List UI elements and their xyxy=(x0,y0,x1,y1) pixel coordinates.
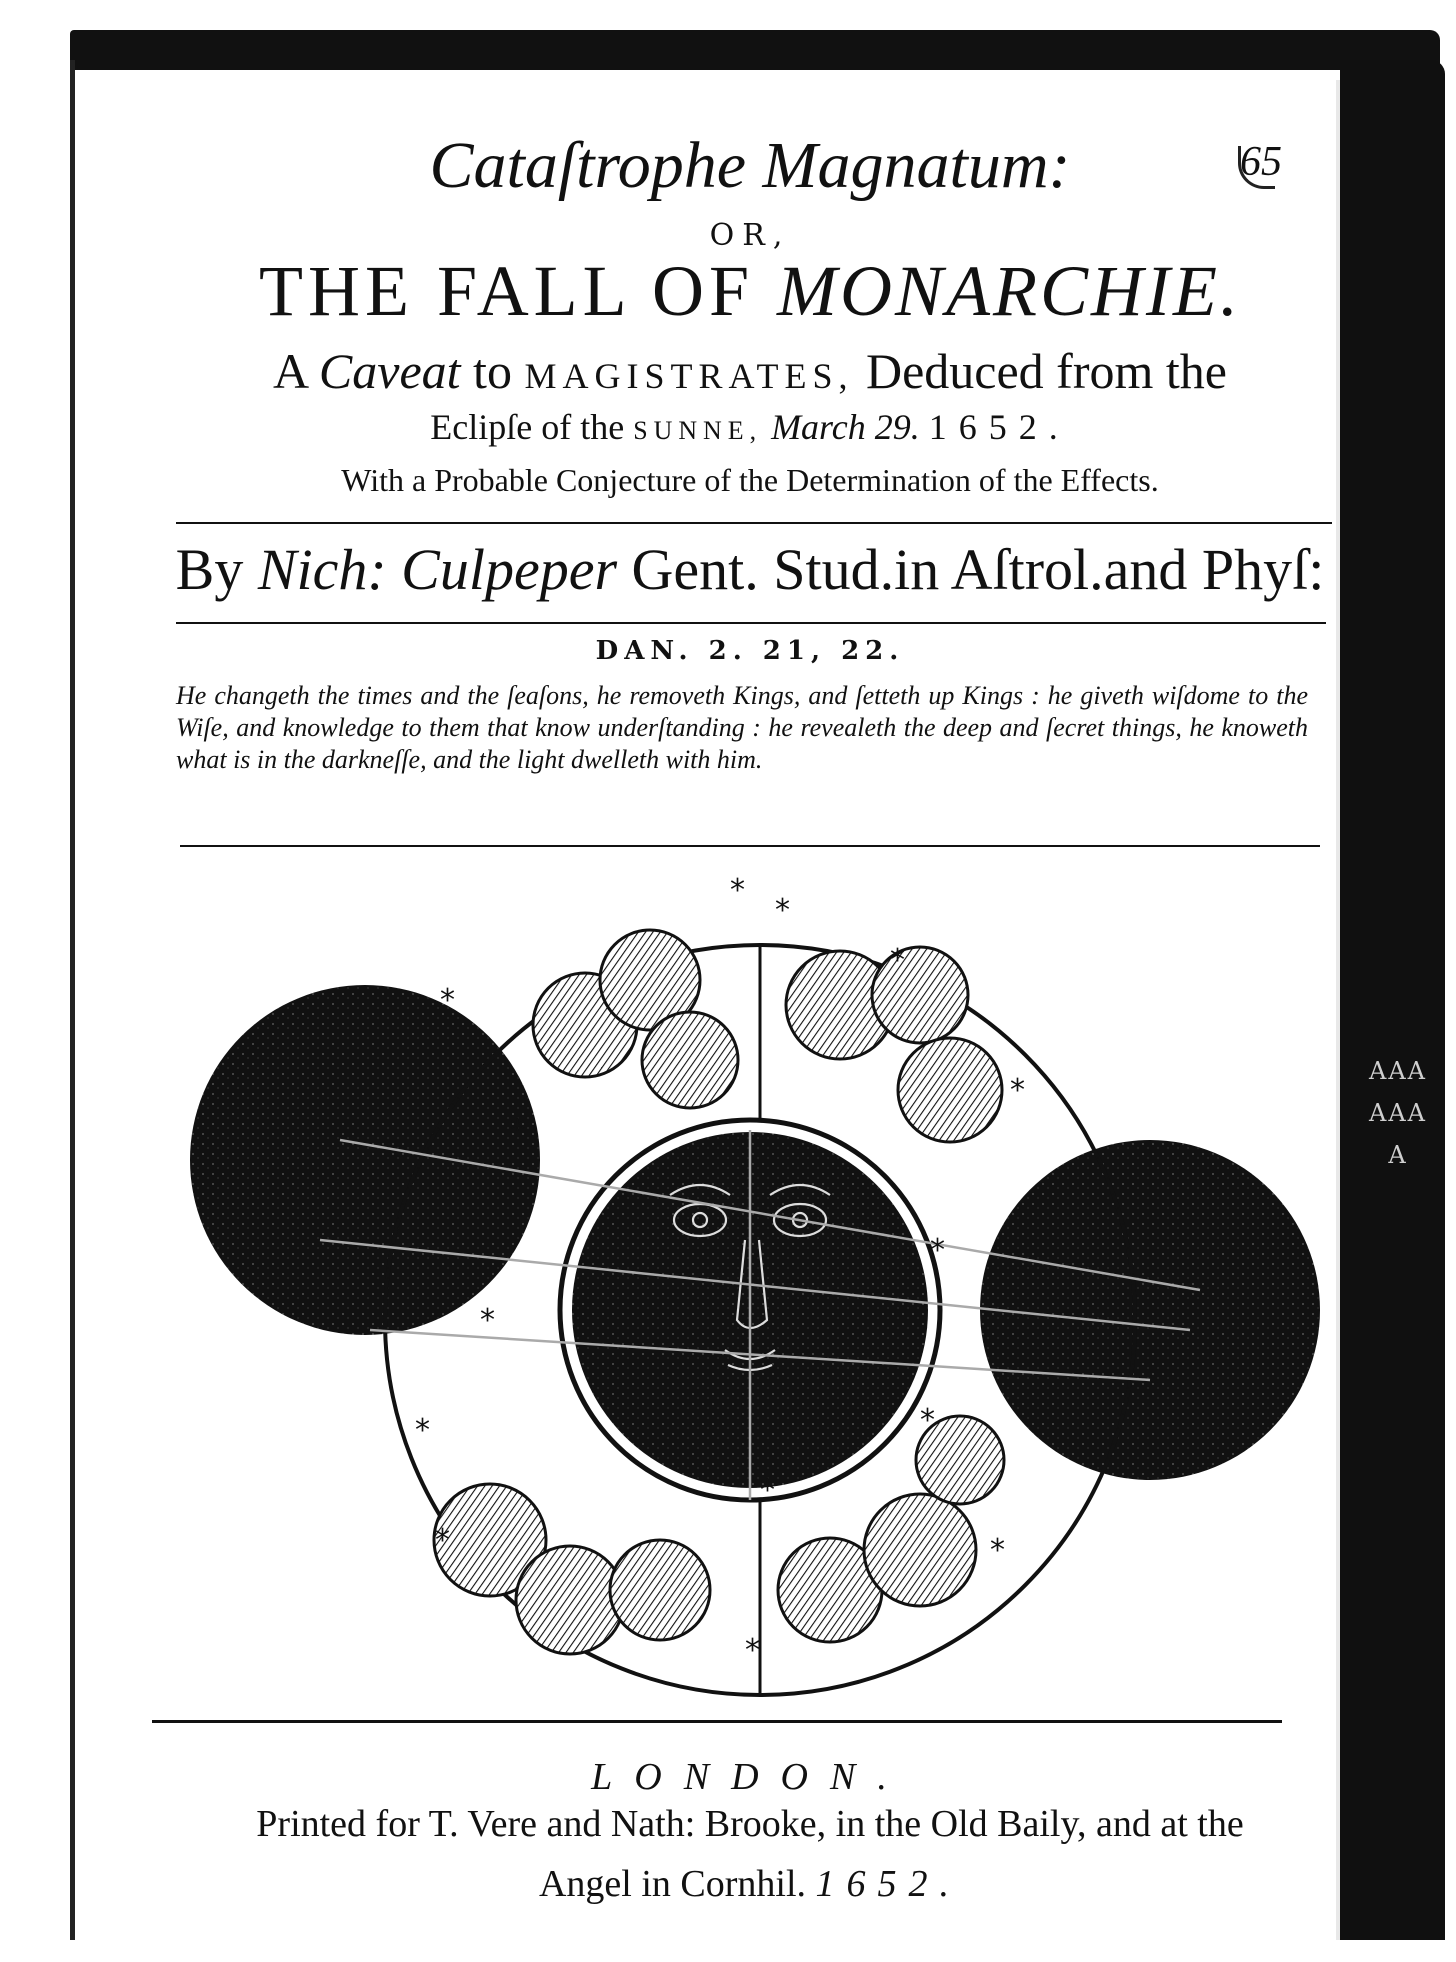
imprint-line2-prefix: Angel in Cornhil. xyxy=(538,1863,807,1905)
right-dark-orb xyxy=(980,1140,1320,1480)
svg-text:*: * xyxy=(415,1413,430,1448)
title-or: OR, xyxy=(709,218,791,253)
title-caveat xyxy=(150,342,1350,400)
title-eclipse xyxy=(150,406,1350,448)
byline-author: Nich: Culpeper xyxy=(257,537,618,602)
imprint-city: LONDON. xyxy=(591,1756,909,1798)
svg-text:*: * xyxy=(930,1233,945,1268)
svg-text:*: * xyxy=(990,1533,1005,1568)
svg-text:*: * xyxy=(920,1403,935,1438)
cloud-top-left xyxy=(533,930,738,1108)
svg-text:*: * xyxy=(890,943,905,978)
caveat-a: A xyxy=(273,343,307,399)
caveat-word: Caveat xyxy=(318,343,461,399)
eclipse-prefix: Eclipſe of the xyxy=(430,407,625,447)
epigraph-text: He changeth the times and the ſeaſons, he removeth Kings, and ſetteth up Kings : he giveth wiſdome to the Wiſe, and knowledge to them that know underſtanding : he revealeth the deep and ſecret things, he knoweth what is in the darkneſſe, and the light dwelleth with him. xyxy=(176,681,1308,774)
left-dark-orb xyxy=(190,985,540,1335)
title-monarchie: MONARCHIE. xyxy=(777,251,1241,331)
page-frame-top xyxy=(70,30,1440,70)
title-fall-prefix: THE FALL OF xyxy=(259,251,755,331)
rule-middle xyxy=(176,622,1326,624)
imprint-line2 xyxy=(150,1862,1350,1906)
deduced: Deduced from the xyxy=(865,343,1227,399)
svg-text:*: * xyxy=(745,1633,760,1668)
byline-by: By xyxy=(175,537,244,602)
spine-text: AAAAAAA xyxy=(1369,1057,1427,1169)
eclipse-woodcut xyxy=(190,860,1320,1700)
svg-text:*: * xyxy=(775,893,790,928)
svg-text:*: * xyxy=(730,873,745,908)
svg-text:*: * xyxy=(1010,1073,1025,1108)
magistrates: MAGISTRATES, xyxy=(524,356,854,396)
page-frame-left xyxy=(70,60,75,1940)
title-main: Cataſtrophe Magnatum: xyxy=(429,129,1071,202)
rule-top xyxy=(176,522,1332,524)
svg-text:*: * xyxy=(510,1113,525,1148)
byline xyxy=(150,536,1350,603)
epigraph-reference: DAN. 2. 21, 22. xyxy=(595,636,905,666)
caveat-to: to xyxy=(473,343,512,399)
svg-text:*: * xyxy=(440,983,455,1018)
eclipse-year: 1652. xyxy=(928,407,1070,447)
rule-lower xyxy=(180,845,1320,847)
rule-bottom xyxy=(152,1720,1282,1723)
folio-number: 65 xyxy=(1240,139,1282,185)
title-fall xyxy=(150,250,1350,333)
imprint-year: 1652. xyxy=(815,1863,962,1905)
byline-rest: Gent. Stud.in Aſtrol.and Phyſ: xyxy=(631,537,1325,602)
title-conjecture: With a Probable Conjecture of the Determination of the Effects. xyxy=(341,462,1159,498)
imprint-line1: Printed for T. Vere and Nath: Brooke, in the Old Baily, and at the xyxy=(256,1803,1244,1845)
svg-text:*: * xyxy=(760,1473,775,1508)
svg-text:*: * xyxy=(480,1303,495,1338)
sunne: SUNNE, xyxy=(633,416,763,445)
book-spine xyxy=(1340,60,1445,1940)
svg-text:*: * xyxy=(435,1523,450,1558)
cloud-bottom-left xyxy=(434,1484,710,1654)
eclipse-date: March 29. xyxy=(771,407,920,447)
